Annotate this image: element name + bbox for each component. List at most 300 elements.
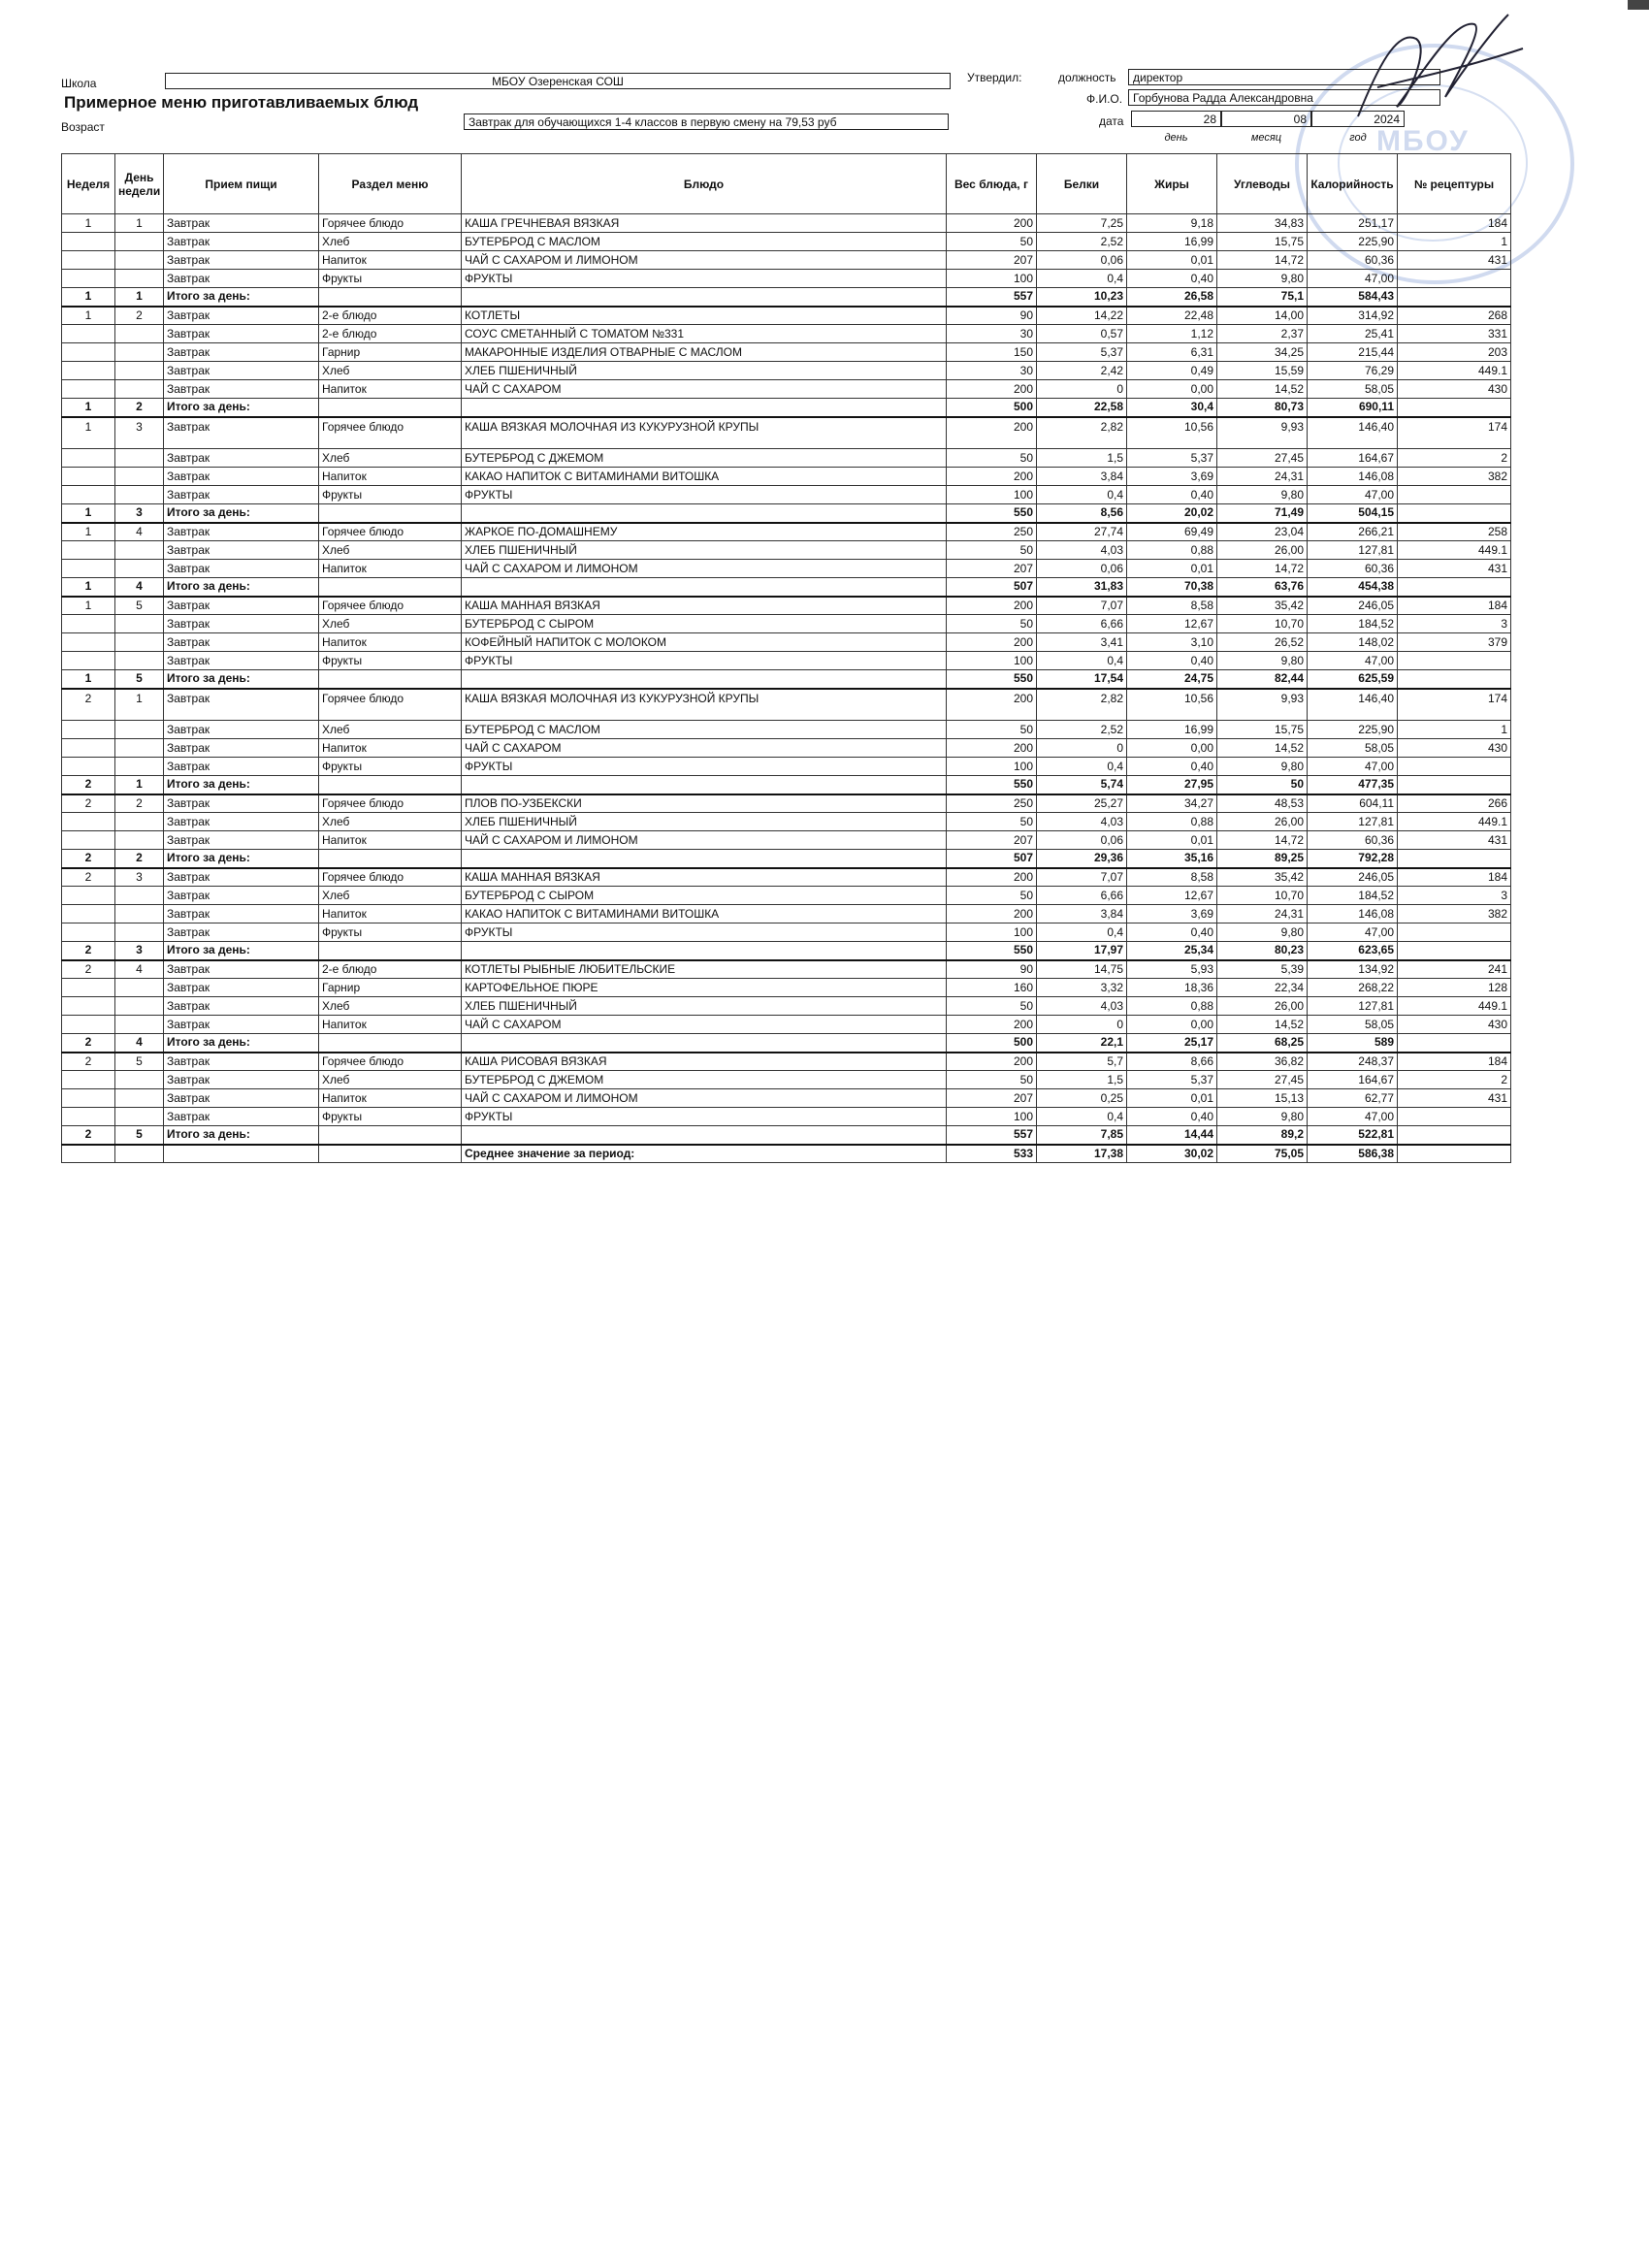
- fat-cell: 0,88: [1127, 541, 1217, 560]
- meal-cell: Завтрак: [164, 325, 319, 343]
- section-cell: Фрукты: [319, 652, 462, 670]
- weight-cell: 550: [947, 670, 1037, 689]
- calories-cell: 62,77: [1308, 1089, 1398, 1108]
- meal-cell: Итого за день:: [164, 942, 319, 960]
- calories-cell: 127,81: [1308, 541, 1398, 560]
- week-cell: 2: [62, 960, 115, 979]
- fat-cell: 0,00: [1127, 380, 1217, 399]
- day-total-row: [62, 504, 1511, 523]
- carbs-cell: 75,1: [1217, 288, 1308, 307]
- fat-cell: 25,34: [1127, 942, 1217, 960]
- calories-cell: 586,38: [1308, 1145, 1398, 1163]
- dish-cell: КАША ВЯЗКАЯ МОЛОЧНАЯ ИЗ КУКУРУЗНОЙ КРУПЫ: [462, 689, 947, 721]
- day-cell: [115, 486, 164, 504]
- recipe-cell: 331: [1398, 325, 1511, 343]
- table-row: [62, 251, 1511, 270]
- protein-cell: 27,74: [1037, 523, 1127, 541]
- carbs-cell: 9,93: [1217, 689, 1308, 721]
- recipe-cell: [1398, 942, 1511, 960]
- section-cell: Фрукты: [319, 1108, 462, 1126]
- day-total-row: [62, 578, 1511, 597]
- recipe-cell: 379: [1398, 633, 1511, 652]
- week-cell: 1: [62, 504, 115, 523]
- weight-cell: 50: [947, 233, 1037, 251]
- day-caption: день: [1164, 132, 1188, 144]
- recipe-cell: 184: [1398, 868, 1511, 887]
- section-cell: [319, 670, 462, 689]
- table-row: [62, 758, 1511, 776]
- carbs-cell: 48,53: [1217, 794, 1308, 813]
- recipe-cell: 430: [1398, 380, 1511, 399]
- protein-cell: 8,56: [1037, 504, 1127, 523]
- week-cell: 2: [62, 1034, 115, 1053]
- dish-cell: ФРУКТЫ: [462, 652, 947, 670]
- section-cell: Гарнир: [319, 343, 462, 362]
- col-fat: Жиры: [1127, 154, 1217, 214]
- weight-cell: 50: [947, 997, 1037, 1016]
- carbs-cell: 10,70: [1217, 615, 1308, 633]
- day-cell: [115, 325, 164, 343]
- dish-cell: [462, 578, 947, 597]
- day-cell: [115, 979, 164, 997]
- day-cell: 2: [115, 399, 164, 417]
- dish-cell: ЧАЙ С САХАРОМ: [462, 1016, 947, 1034]
- day-cell: 4: [115, 960, 164, 979]
- dish-cell: БУТЕРБРОД С СЫРОМ: [462, 615, 947, 633]
- dish-cell: [462, 670, 947, 689]
- day-cell: [115, 362, 164, 380]
- carbs-cell: 22,34: [1217, 979, 1308, 997]
- weight-cell: 207: [947, 560, 1037, 578]
- fat-cell: 0,01: [1127, 1089, 1217, 1108]
- section-cell: Хлеб: [319, 233, 462, 251]
- protein-cell: 3,84: [1037, 905, 1127, 923]
- day-cell: [115, 233, 164, 251]
- week-cell: [62, 468, 115, 486]
- meal-cell: Завтрак: [164, 979, 319, 997]
- recipe-cell: 382: [1398, 905, 1511, 923]
- section-cell: Горячее блюдо: [319, 214, 462, 233]
- protein-cell: 6,66: [1037, 887, 1127, 905]
- recipe-cell: [1398, 652, 1511, 670]
- weight-cell: 200: [947, 633, 1037, 652]
- section-cell: [319, 578, 462, 597]
- calories-cell: 251,17: [1308, 214, 1398, 233]
- week-cell: [62, 380, 115, 399]
- section-cell: Хлеб: [319, 615, 462, 633]
- weight-cell: 200: [947, 739, 1037, 758]
- week-cell: [62, 887, 115, 905]
- protein-cell: 0,06: [1037, 831, 1127, 850]
- recipe-cell: 184: [1398, 214, 1511, 233]
- weight-cell: 500: [947, 1034, 1037, 1053]
- meal-cell: Завтрак: [164, 597, 319, 615]
- fat-cell: 0,40: [1127, 1108, 1217, 1126]
- calories-cell: 184,52: [1308, 615, 1398, 633]
- meal-cell: Завтрак: [164, 652, 319, 670]
- protein-cell: 0,4: [1037, 1108, 1127, 1126]
- section-cell: Хлеб: [319, 541, 462, 560]
- week-cell: 1: [62, 288, 115, 307]
- weight-cell: 550: [947, 504, 1037, 523]
- week-cell: [62, 831, 115, 850]
- dish-cell: СОУС СМЕТАННЫЙ С ТОМАТОМ №331: [462, 325, 947, 343]
- calories-cell: 246,05: [1308, 597, 1398, 615]
- date-year-field: 2024: [1311, 111, 1405, 127]
- protein-cell: 5,7: [1037, 1053, 1127, 1071]
- calories-cell: 47,00: [1308, 1108, 1398, 1126]
- calories-cell: 164,67: [1308, 1071, 1398, 1089]
- weight-cell: 90: [947, 307, 1037, 325]
- weight-cell: 50: [947, 1071, 1037, 1089]
- dish-cell: БУТЕРБРОД С ДЖЕМОМ: [462, 449, 947, 468]
- recipe-cell: 266: [1398, 794, 1511, 813]
- dish-cell: [462, 850, 947, 868]
- dish-cell: ЧАЙ С САХАРОМ И ЛИМОНОМ: [462, 1089, 947, 1108]
- calories-cell: 146,40: [1308, 417, 1398, 449]
- dish-cell: [462, 942, 947, 960]
- calories-cell: 584,43: [1308, 288, 1398, 307]
- table-row: [62, 541, 1511, 560]
- meal-cell: Завтрак: [164, 831, 319, 850]
- fat-cell: 20,02: [1127, 504, 1217, 523]
- weight-cell: 100: [947, 270, 1037, 288]
- weight-cell: 207: [947, 831, 1037, 850]
- weight-cell: 207: [947, 251, 1037, 270]
- calories-cell: 25,41: [1308, 325, 1398, 343]
- meal-cell: Итого за день:: [164, 1034, 319, 1053]
- week-cell: [62, 541, 115, 560]
- recipe-cell: 241: [1398, 960, 1511, 979]
- day-total-row: [62, 670, 1511, 689]
- calories-cell: 146,40: [1308, 689, 1398, 721]
- protein-cell: 0,4: [1037, 923, 1127, 942]
- school-name-field: МБОУ Озеренская СОШ: [165, 73, 951, 89]
- table-row: [62, 1016, 1511, 1034]
- dish-cell: ХЛЕБ ПШЕНИЧНЫЙ: [462, 541, 947, 560]
- calories-cell: 47,00: [1308, 486, 1398, 504]
- protein-cell: 2,82: [1037, 689, 1127, 721]
- fat-cell: 3,69: [1127, 905, 1217, 923]
- fat-cell: 0,01: [1127, 560, 1217, 578]
- table-row: [62, 523, 1511, 541]
- col-dish: Блюдо: [462, 154, 947, 214]
- meal-cell: Завтрак: [164, 887, 319, 905]
- section-cell: Хлеб: [319, 1071, 462, 1089]
- fat-cell: 0,01: [1127, 251, 1217, 270]
- calories-cell: 454,38: [1308, 578, 1398, 597]
- table-row: [62, 615, 1511, 633]
- day-cell: 2: [115, 850, 164, 868]
- week-cell: 1: [62, 578, 115, 597]
- school-label: Школа: [61, 77, 97, 90]
- carbs-cell: 14,72: [1217, 560, 1308, 578]
- table-row: [62, 689, 1511, 721]
- carbs-cell: 75,05: [1217, 1145, 1308, 1163]
- day-cell: 2: [115, 307, 164, 325]
- section-cell: Горячее блюдо: [319, 689, 462, 721]
- section-cell: [319, 942, 462, 960]
- meal-cell: Завтрак: [164, 1089, 319, 1108]
- week-cell: 2: [62, 1126, 115, 1145]
- dish-cell: ЧАЙ С САХАРОМ: [462, 739, 947, 758]
- meal-cell: Завтрак: [164, 233, 319, 251]
- col-carbs: Углеводы: [1217, 154, 1308, 214]
- carbs-cell: 24,31: [1217, 905, 1308, 923]
- section-cell: Горячее блюдо: [319, 868, 462, 887]
- recipe-cell: 2: [1398, 1071, 1511, 1089]
- recipe-cell: 449.1: [1398, 813, 1511, 831]
- day-cell: [115, 468, 164, 486]
- col-weight: Вес блюда, г: [947, 154, 1037, 214]
- table-row: [62, 233, 1511, 251]
- recipe-cell: 431: [1398, 831, 1511, 850]
- col-meal: Прием пищи: [164, 154, 319, 214]
- calories-cell: 134,92: [1308, 960, 1398, 979]
- carbs-cell: 14,52: [1217, 1016, 1308, 1034]
- week-cell: 1: [62, 214, 115, 233]
- dish-cell: КАША МАННАЯ ВЯЗКАЯ: [462, 868, 947, 887]
- day-cell: [115, 1071, 164, 1089]
- protein-cell: 0,4: [1037, 758, 1127, 776]
- table-row: [62, 1071, 1511, 1089]
- carbs-cell: 15,75: [1217, 233, 1308, 251]
- week-cell: [62, 905, 115, 923]
- section-cell: [319, 850, 462, 868]
- recipe-cell: 1: [1398, 233, 1511, 251]
- meal-cell: Итого за день:: [164, 670, 319, 689]
- weight-cell: 100: [947, 923, 1037, 942]
- table-row: [62, 307, 1511, 325]
- dish-cell: КОФЕЙНЫЙ НАПИТОК С МОЛОКОМ: [462, 633, 947, 652]
- carbs-cell: 9,80: [1217, 758, 1308, 776]
- calories-cell: 58,05: [1308, 380, 1398, 399]
- recipe-cell: [1398, 850, 1511, 868]
- carbs-cell: 36,82: [1217, 1053, 1308, 1071]
- carbs-cell: 14,52: [1217, 739, 1308, 758]
- weight-cell: 550: [947, 776, 1037, 794]
- recipe-cell: 449.1: [1398, 541, 1511, 560]
- protein-cell: 0: [1037, 1016, 1127, 1034]
- week-cell: [62, 449, 115, 468]
- day-cell: 5: [115, 1126, 164, 1145]
- fat-cell: 14,44: [1127, 1126, 1217, 1145]
- section-cell: Напиток: [319, 739, 462, 758]
- dish-cell: КАША РИСОВАЯ ВЯЗКАЯ: [462, 1053, 947, 1071]
- fat-cell: 0,40: [1127, 758, 1217, 776]
- recipe-cell: 431: [1398, 1089, 1511, 1108]
- recipe-cell: 258: [1398, 523, 1511, 541]
- weight-cell: 50: [947, 887, 1037, 905]
- dish-cell: ПЛОВ ПО-УЗБЕКСКИ: [462, 794, 947, 813]
- section-cell: Хлеб: [319, 362, 462, 380]
- meal-description-field: Завтрак для обучающихся 1-4 классов в первую смену на 79,53 руб: [464, 113, 949, 130]
- protein-cell: 1,5: [1037, 1071, 1127, 1089]
- protein-cell: 2,52: [1037, 233, 1127, 251]
- carbs-cell: 9,80: [1217, 1108, 1308, 1126]
- recipe-cell: [1398, 578, 1511, 597]
- dish-cell: БУТЕРБРОД С МАСЛОМ: [462, 233, 947, 251]
- weight-cell: 250: [947, 523, 1037, 541]
- fat-cell: 0,00: [1127, 739, 1217, 758]
- day-cell: [115, 633, 164, 652]
- recipe-cell: 3: [1398, 615, 1511, 633]
- weight-cell: 200: [947, 1016, 1037, 1034]
- fat-cell: 25,17: [1127, 1034, 1217, 1053]
- calories-cell: 266,21: [1308, 523, 1398, 541]
- carbs-cell: 27,45: [1217, 449, 1308, 468]
- weight-cell: 533: [947, 1145, 1037, 1163]
- protein-cell: 7,07: [1037, 868, 1127, 887]
- section-cell: Фрукты: [319, 270, 462, 288]
- fat-cell: 0,88: [1127, 813, 1217, 831]
- protein-cell: 17,54: [1037, 670, 1127, 689]
- fat-cell: 30,02: [1127, 1145, 1217, 1163]
- dish-cell: [462, 776, 947, 794]
- recipe-cell: 1: [1398, 721, 1511, 739]
- section-cell: Горячее блюдо: [319, 1053, 462, 1071]
- table-row: [62, 380, 1511, 399]
- protein-cell: 3,32: [1037, 979, 1127, 997]
- table-row: [62, 831, 1511, 850]
- meal-cell: Завтрак: [164, 868, 319, 887]
- table-row: [62, 325, 1511, 343]
- weight-cell: 200: [947, 417, 1037, 449]
- week-cell: [62, 1145, 115, 1163]
- carbs-cell: 9,80: [1217, 486, 1308, 504]
- weight-cell: 50: [947, 615, 1037, 633]
- table-header-row: [62, 154, 1511, 214]
- weight-cell: 90: [947, 960, 1037, 979]
- protein-cell: 0,4: [1037, 486, 1127, 504]
- dish-cell: БУТЕРБРОД С СЫРОМ: [462, 887, 947, 905]
- fio-field: Горбунова Радда Александровна: [1128, 89, 1440, 106]
- period-average-row: [62, 1145, 1511, 1163]
- day-cell: [115, 1016, 164, 1034]
- carbs-cell: 68,25: [1217, 1034, 1308, 1053]
- section-cell: Горячее блюдо: [319, 597, 462, 615]
- day-cell: 3: [115, 417, 164, 449]
- table-row: [62, 343, 1511, 362]
- calories-cell: 248,37: [1308, 1053, 1398, 1071]
- calories-cell: 60,36: [1308, 560, 1398, 578]
- table-row: [62, 960, 1511, 979]
- section-cell: Горячее блюдо: [319, 523, 462, 541]
- carbs-cell: 9,93: [1217, 417, 1308, 449]
- calories-cell: 623,65: [1308, 942, 1398, 960]
- fio-label: Ф.И.О.: [1086, 92, 1123, 106]
- day-cell: [115, 251, 164, 270]
- protein-cell: 0,57: [1037, 325, 1127, 343]
- week-cell: [62, 362, 115, 380]
- weight-cell: 50: [947, 813, 1037, 831]
- weight-cell: 250: [947, 794, 1037, 813]
- year-caption: год: [1349, 132, 1367, 144]
- fat-cell: 1,12: [1127, 325, 1217, 343]
- section-cell: Напиток: [319, 380, 462, 399]
- protein-cell: 29,36: [1037, 850, 1127, 868]
- section-cell: [319, 288, 462, 307]
- section-cell: 2-е блюдо: [319, 960, 462, 979]
- calories-cell: 246,05: [1308, 868, 1398, 887]
- week-cell: [62, 997, 115, 1016]
- carbs-cell: 9,80: [1217, 923, 1308, 942]
- carbs-cell: 26,00: [1217, 997, 1308, 1016]
- week-cell: 2: [62, 689, 115, 721]
- protein-cell: 31,83: [1037, 578, 1127, 597]
- recipe-cell: [1398, 1034, 1511, 1053]
- protein-cell: 25,27: [1037, 794, 1127, 813]
- fat-cell: 34,27: [1127, 794, 1217, 813]
- table-row: [62, 1108, 1511, 1126]
- meal-cell: Завтрак: [164, 307, 319, 325]
- calories-cell: 146,08: [1308, 468, 1398, 486]
- weight-cell: 160: [947, 979, 1037, 997]
- dish-cell: ХЛЕБ ПШЕНИЧНЫЙ: [462, 813, 947, 831]
- dish-cell: [462, 504, 947, 523]
- calories-cell: 690,11: [1308, 399, 1398, 417]
- meal-cell: Итого за день:: [164, 504, 319, 523]
- weight-cell: 100: [947, 758, 1037, 776]
- calories-cell: 522,81: [1308, 1126, 1398, 1145]
- meal-cell: Завтрак: [164, 541, 319, 560]
- day-cell: 1: [115, 214, 164, 233]
- week-cell: [62, 758, 115, 776]
- carbs-cell: 80,23: [1217, 942, 1308, 960]
- meal-cell: Завтрак: [164, 997, 319, 1016]
- protein-cell: 17,97: [1037, 942, 1127, 960]
- day-total-row: [62, 942, 1511, 960]
- recipe-cell: [1398, 1108, 1511, 1126]
- fat-cell: 3,69: [1127, 468, 1217, 486]
- meal-cell: [164, 1145, 319, 1163]
- weight-cell: 507: [947, 578, 1037, 597]
- table-row: [62, 652, 1511, 670]
- dish-cell: ЧАЙ С САХАРОМ: [462, 380, 947, 399]
- section-cell: Напиток: [319, 831, 462, 850]
- section-cell: [319, 776, 462, 794]
- fat-cell: 0,40: [1127, 270, 1217, 288]
- protein-cell: 7,07: [1037, 597, 1127, 615]
- protein-cell: 0,06: [1037, 560, 1127, 578]
- weight-cell: 200: [947, 597, 1037, 615]
- week-cell: [62, 739, 115, 758]
- table-row: [62, 468, 1511, 486]
- section-cell: Фрукты: [319, 486, 462, 504]
- carbs-cell: 50: [1217, 776, 1308, 794]
- carbs-cell: 89,25: [1217, 850, 1308, 868]
- week-cell: [62, 923, 115, 942]
- recipe-cell: 3: [1398, 887, 1511, 905]
- protein-cell: 3,84: [1037, 468, 1127, 486]
- day-cell: 3: [115, 868, 164, 887]
- dish-cell: ХЛЕБ ПШЕНИЧНЫЙ: [462, 997, 947, 1016]
- calories-cell: 164,67: [1308, 449, 1398, 468]
- fat-cell: 30,4: [1127, 399, 1217, 417]
- meal-cell: Завтрак: [164, 615, 319, 633]
- day-cell: 4: [115, 1034, 164, 1053]
- fat-cell: 0,49: [1127, 362, 1217, 380]
- fat-cell: 18,36: [1127, 979, 1217, 997]
- fat-cell: 8,66: [1127, 1053, 1217, 1071]
- fat-cell: 12,67: [1127, 615, 1217, 633]
- week-cell: 2: [62, 1053, 115, 1071]
- week-cell: [62, 1108, 115, 1126]
- dish-cell: ЧАЙ С САХАРОМ И ЛИМОНОМ: [462, 251, 947, 270]
- meal-cell: Завтрак: [164, 417, 319, 449]
- calories-cell: 215,44: [1308, 343, 1398, 362]
- protein-cell: 14,22: [1037, 307, 1127, 325]
